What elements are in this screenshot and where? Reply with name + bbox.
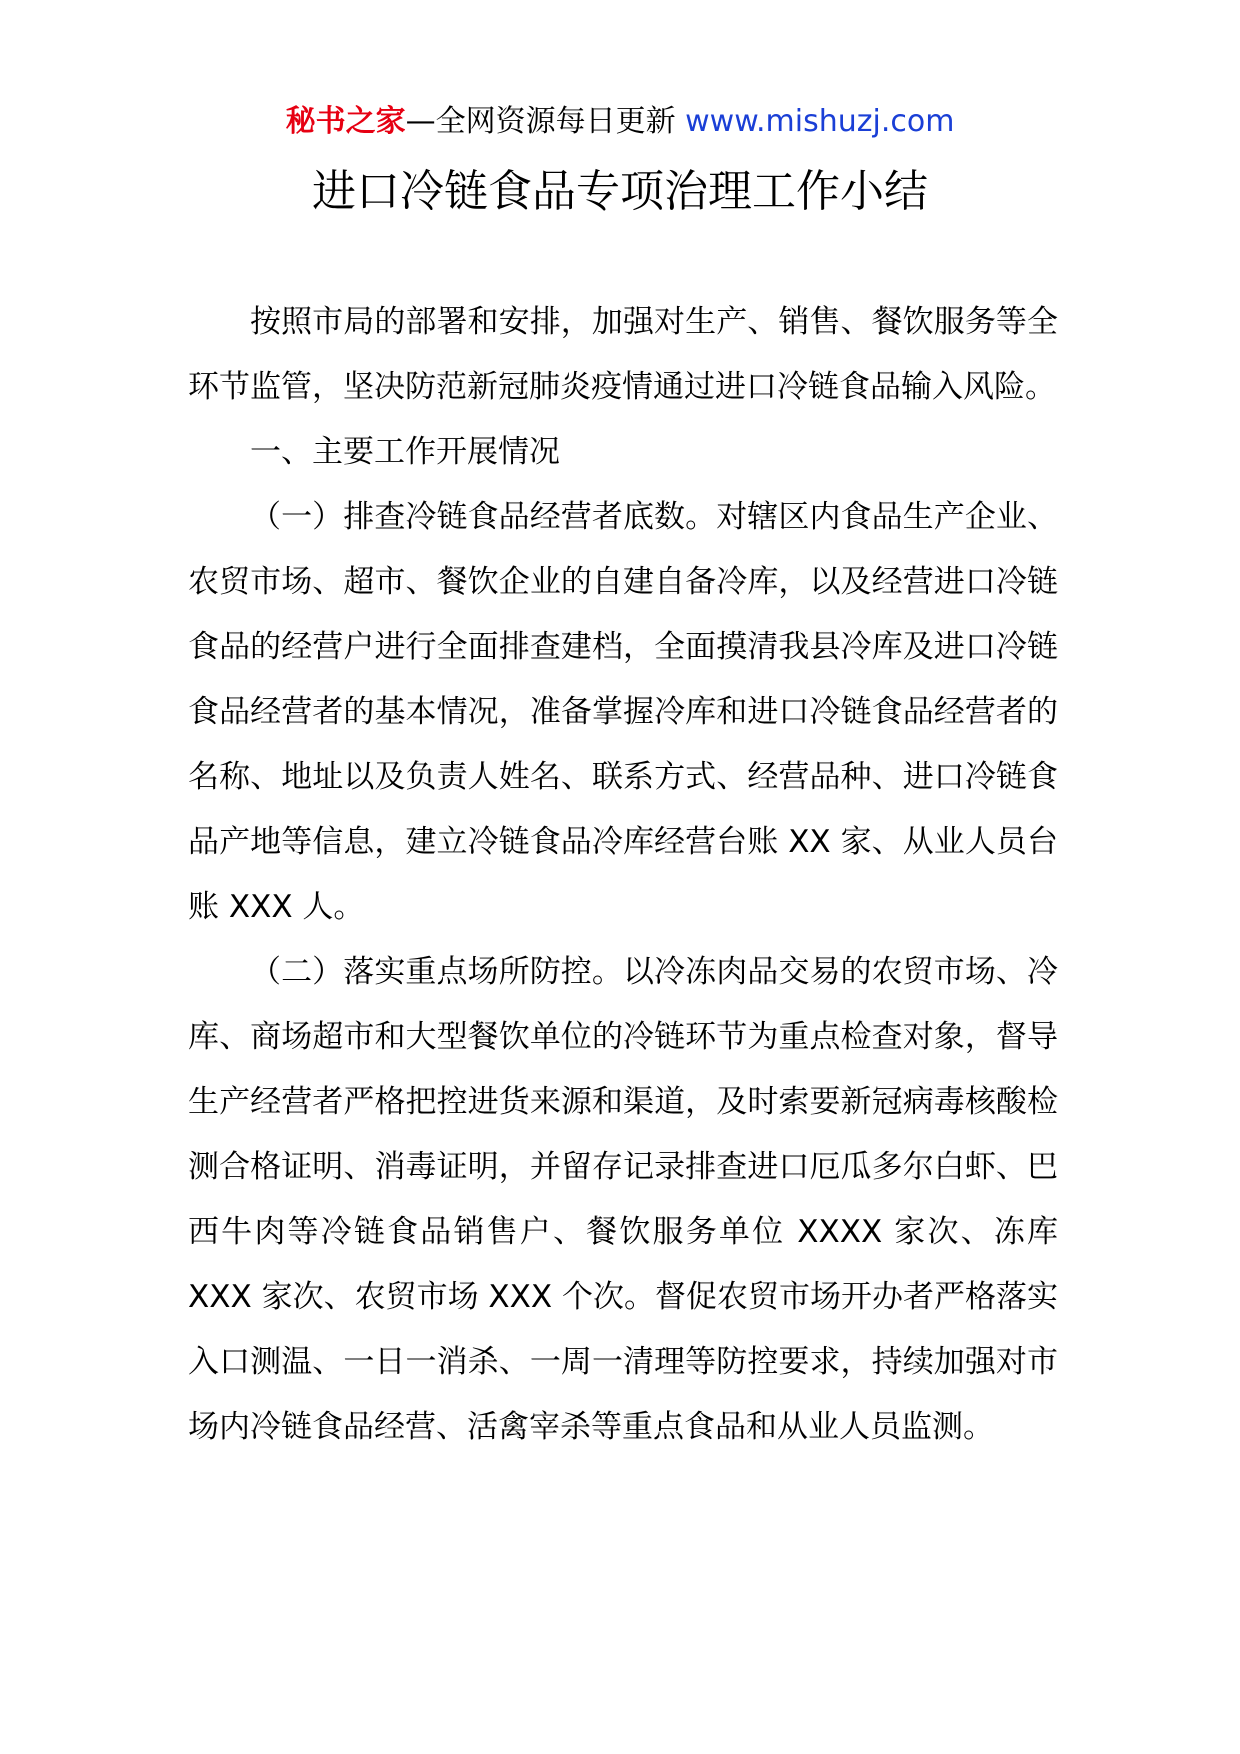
site-url-link[interactable]: www.mishuzj.com xyxy=(685,104,955,139)
paragraph-intro: 按照市局的部署和安排，加强对生产、销售、餐饮服务等全环节监管，坚决防范新冠肺炎疫情通过进口冷链食品输入风险。 xyxy=(188,304,1058,405)
document-title: 进口冷链食品专项治理工作小结 xyxy=(312,166,928,217)
paragraph-item-1: （一）排查冷链食品经营者底数。对辖区内食品生产企业、农贸市场、超市、餐饮企业的自建自备冷库，以及经营进口冷链食品的经营户进行全面排查建档，全面摸清我县冷库及进口冷链食品经营者的基本情况，准备掌握冷库和进口冷链食品经营者的名称、地址以及负责人姓名、联系方式、经营品种、进口冷链食品产地等信息，建立冷链食品冷库经营台账 XX 家、从业人员台账 XXX 人。 xyxy=(188,499,1058,925)
site-header xyxy=(0,102,1240,142)
section-heading: 一、主要工作开展情况 xyxy=(250,434,560,470)
document-body xyxy=(188,290,1058,1460)
site-brand: 秘书之家 xyxy=(285,104,406,139)
paragraph-item-2: （二）落实重点场所防控。以冷冻肉品交易的农贸市场、冷库、商场超市和大型餐饮单位的冷链环节为重点检查对象，督导生产经营者严格把控进货来源和渠道，及时索要新冠病毒核酸检测合格证明、消毒证明，并留存记录排查进口厄瓜多尔白虾、巴西牛肉等冷链食品销售户、餐饮服务单位 XXXX 家次、冻库 XXX 家次、农贸市场 XXX 个次。督促农贸市场开办者严格落实入口测温、一日一消杀、一周一清理等防控要求，持续加强对市场内冷链食品经营、活禽宰杀等重点食品和从业人员监测。 xyxy=(188,954,1058,1445)
site-tagline: —全网资源每日更新 xyxy=(405,104,676,139)
